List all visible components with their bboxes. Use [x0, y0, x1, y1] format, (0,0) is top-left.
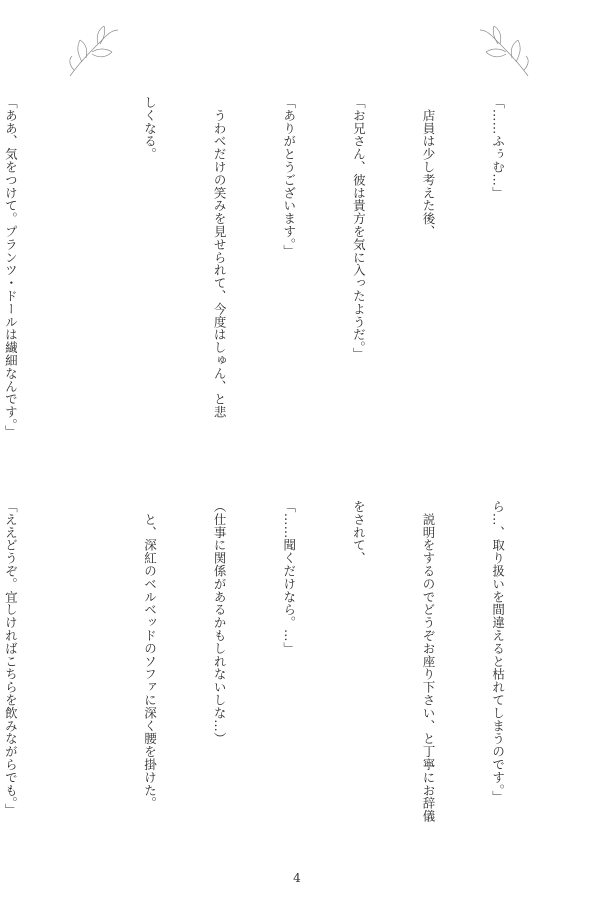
- text-line: しくなる。: [142, 96, 158, 161]
- text-block-top: [3, 96, 556, 468]
- text-line: 「ええどうぞ。宜しければこちらを飲みながらでも。」: [3, 500, 19, 817]
- text-line: 店員は少し考えた後、: [420, 96, 436, 238]
- text-line: うわべだけの笑みを見せられて、今度はしゅん、と悲: [212, 96, 228, 419]
- page-number: 4: [293, 871, 301, 885]
- text-line: 「ありがとうございます。」: [281, 96, 297, 258]
- text-line: 「お兄さん、彼は貴方を気に入ったようだ。」: [351, 96, 367, 361]
- text-line: [69, 96, 92, 468]
- floral-ornament-right-icon: [476, 18, 536, 82]
- floral-ornament-left-icon: [62, 18, 122, 82]
- text-line: 「……ふぅむ…」: [490, 96, 506, 200]
- text-line: ら…、取り扱いを間違えると枯れてしまうのです。」: [490, 500, 506, 804]
- text-line: 「……聞くだけなら。…」: [281, 500, 297, 655]
- text-line: をされて、: [351, 500, 367, 565]
- text-block-bottom: [3, 500, 556, 872]
- text-line: 「ああ、気をつけて。プランツ・ドールは繊細なんです。」: [3, 96, 19, 439]
- text-line: （仕事に関係があるかもしれないしな…）: [212, 500, 228, 746]
- text-line: 説明をするのでどうぞお座り下さい、と丁寧にお辞儀: [420, 500, 436, 823]
- text-line: [69, 500, 92, 872]
- text-line: と、深紅のベルベッドのソファに深く腰を掛けた。: [142, 500, 158, 810]
